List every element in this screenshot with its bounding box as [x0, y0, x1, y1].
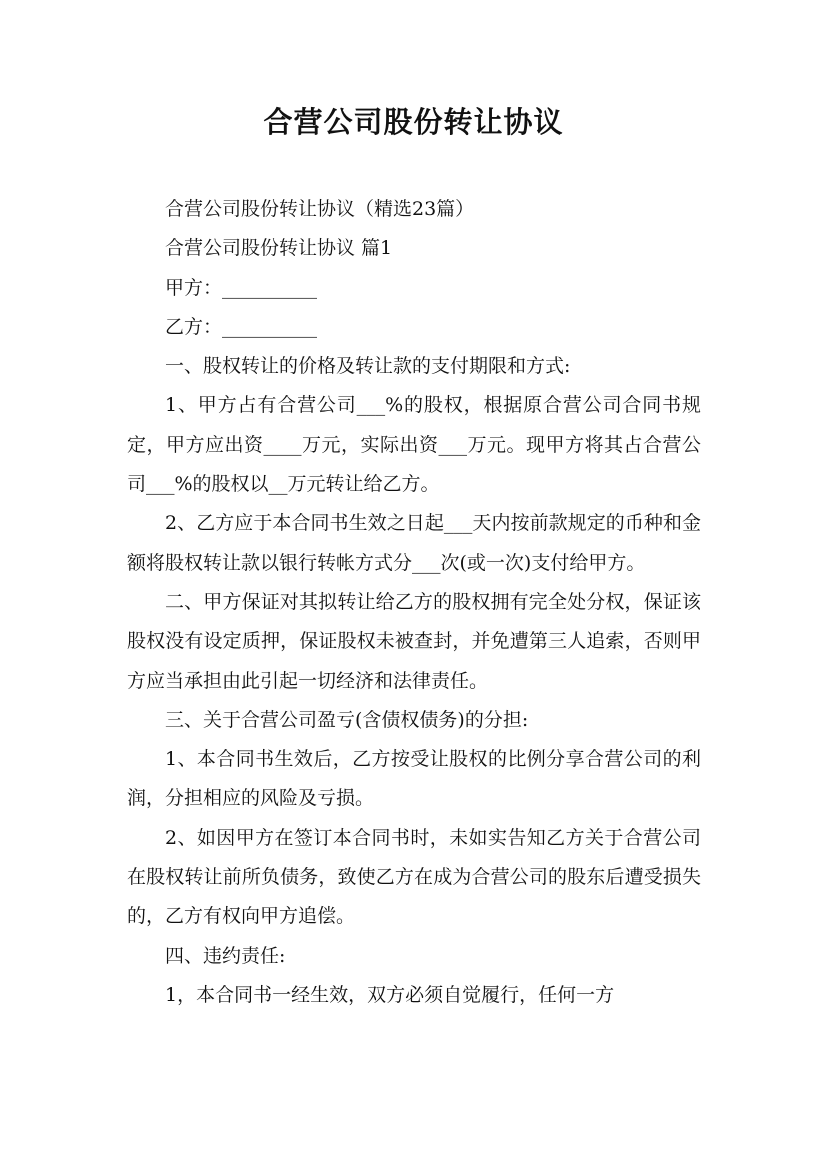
paragraph-clause-3-heading: 三、关于合营公司盈亏(含债权债务)的分担:: [165, 708, 529, 731]
paragraph-subtitle: 合营公司股份转让协议（精选23篇）: [165, 198, 475, 220]
paragraph-clause-1-2: 2、乙方应于本合同书生效之日起___天内按前款规定的币种和金额将股权转让款以银行转帐方式分___次(或一次)支付给甲方。: [127, 512, 701, 574]
paragraph-party-a: 甲方：__________: [165, 276, 318, 299]
paragraph-clause-2: 二、甲方保证对其拟转让给乙方的股权拥有完全处分权，保证该股权没有设定质押，保证股权未被查封，并免遭第三人追索，否则甲方应当承担由此引起一切经济和法律责任。: [127, 590, 701, 692]
paragraph-clause-3-2: 2、如因甲方在签订本合同书时，未如实告知乙方关于合营公司在股权转让前所负债务，致使乙方在成为合营公司的股东后遭受损失的，乙方有权向甲方追偿。: [127, 826, 701, 928]
document-title: 合营公司股份转让协议: [263, 105, 564, 139]
paragraph-clause-1-1: 1、甲方占有合营公司___%的股权，根据原合营公司合同书规定，甲方应出资____万元，实际出资___万元。现甲方将其占合营公司___%的股权以__万元转让给乙方。: [127, 394, 701, 496]
document-body: [127, 190, 701, 1015]
paragraph-clause-4-heading: 四、违约责任:: [165, 944, 286, 967]
paragraph-party-b: 乙方：__________: [165, 315, 318, 338]
paragraph-clause-1-heading: 一、股权转让的价格及转让款的支付期限和方式:: [165, 355, 571, 378]
paragraph-clause-4-1: 1，本合同书一经生效，双方必须自觉履行，任何一方: [165, 983, 615, 1006]
paragraph-section-heading: 合营公司股份转让协议 篇1: [165, 237, 393, 260]
paragraph-clause-3-1: 1、本合同书生效后，乙方按受让股权的比例分享合营公司的利润，分担相应的风险及亏损。: [127, 748, 701, 810]
